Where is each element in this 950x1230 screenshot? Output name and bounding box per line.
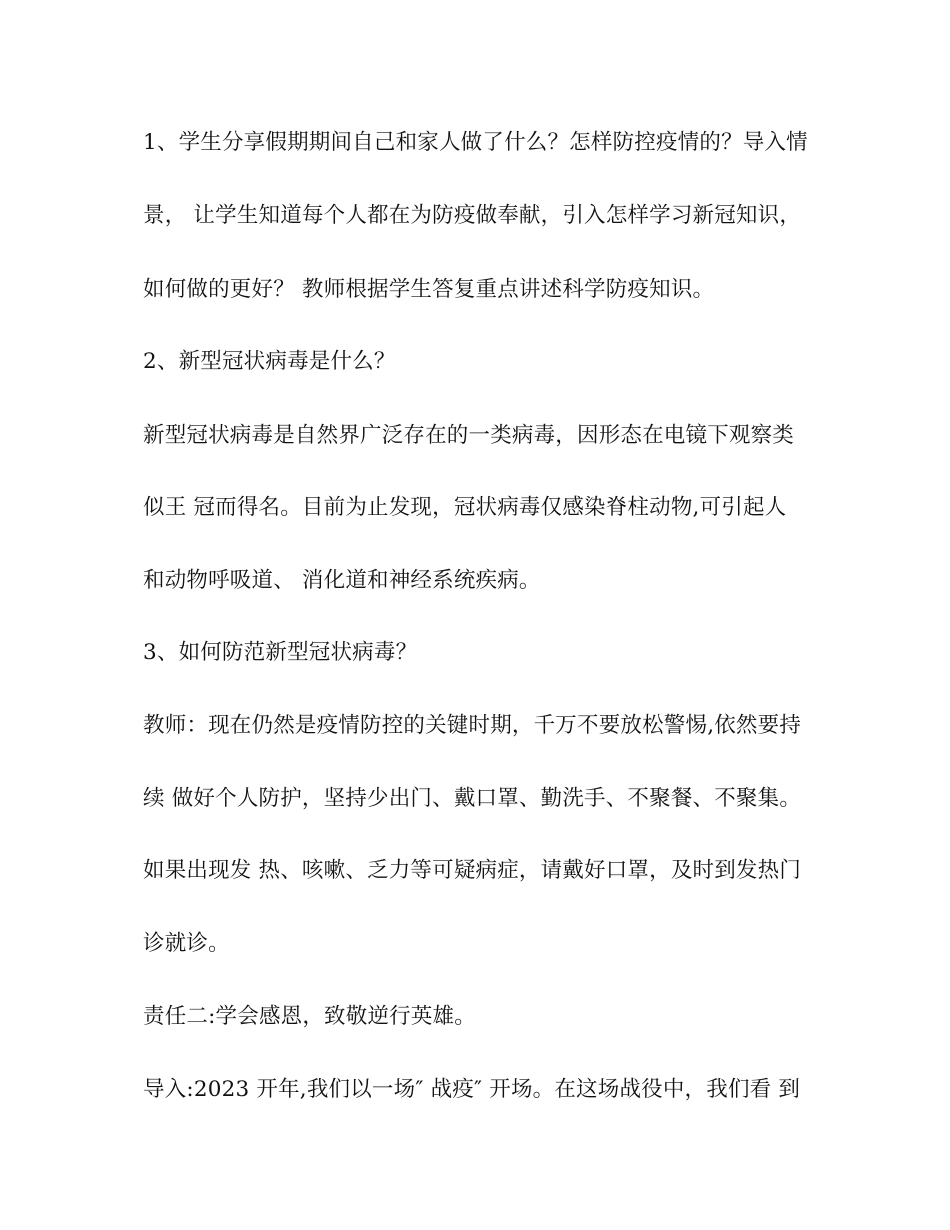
text-line-3: 如何做的更好？ 教师根据学生答复重点讲述科学防疫知识。 <box>143 277 715 302</box>
text-line-7: 和动物呼吸道、 消化道和神经系统疾病。 <box>143 568 541 593</box>
text-line-8: 3、如何防范新型冠状病毒？ <box>143 640 418 665</box>
text-line-9: 教师：现在仍然是疫情防控的关键时期，千万不要放松警惕,依然要持 <box>143 713 802 738</box>
text-line-6: 似王 冠而得名。目前为止发现，冠状病毒仅感染脊柱动物,可引起人 <box>143 495 787 520</box>
text-line-14: 导入:2023 开年,我们以一场″ 战疫″ 开场。在这场战役中，我们看 到 <box>143 1077 801 1102</box>
text-line-1: 1、学生分享假期期间自己和家人做了什么？怎样防控疫情的？导入情 <box>143 130 808 155</box>
text-line-10: 续 做好个人防护，坚持少出门、戴口罩、勤洗手、不聚餐、不聚集。 <box>143 786 802 811</box>
text-line-4: 2、新型冠状病毒是什么？ <box>143 349 396 374</box>
text-line-13: 责任二:学会感恩，致敬逆行英雄。 <box>143 1004 476 1029</box>
text-line-12: 诊就诊。 <box>143 931 230 956</box>
text-line-11: 如果出现发 热、咳嗽、乏力等可疑病症，请戴好口罩，及时到发热门 <box>143 858 802 883</box>
text-line-5: 新型冠状病毒是自然界广泛存在的一类病毒，因形态在电镜下观察类 <box>143 423 795 448</box>
text-line-2: 景， 让学生知道每个人都在为防疫做奉献，引入怎样学习新冠知识， <box>143 203 802 228</box>
